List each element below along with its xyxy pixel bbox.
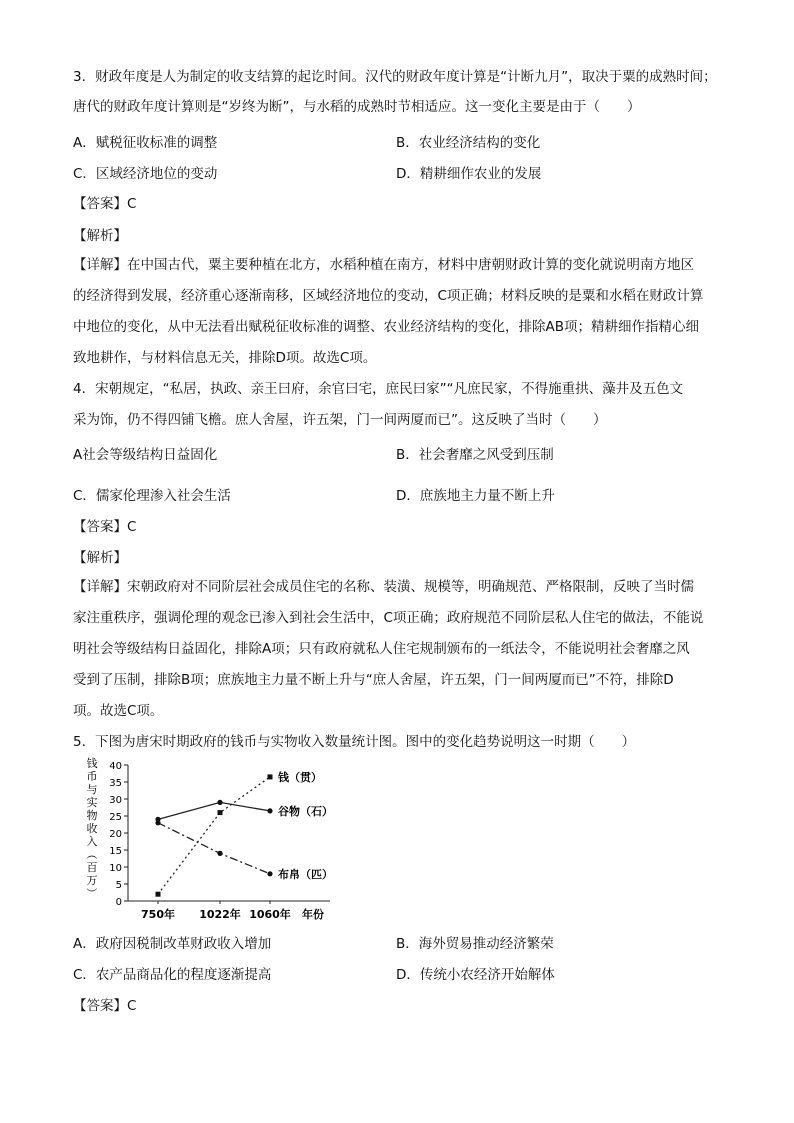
- chart-series-line: [158, 802, 270, 819]
- q4-detail-line-1: 【详解】宋朝政府对不同阶层社会成员住宅的名称、装潢、规模等，明确规范、严格限制，反映了当时儒: [73, 579, 694, 595]
- chart-x-tick-label: 1022年: [199, 908, 241, 921]
- chart-y-tick-label: 25: [109, 812, 122, 823]
- chart-ylabel-char: （: [85, 848, 98, 860]
- q4-option-d: D．庶族地主力量不断上升: [396, 488, 555, 504]
- q3-option-b: B．农业经济结构的变化: [396, 135, 541, 151]
- q3-detail-line-2: 的经济得到发展，经济重心逐渐南移，区域经济地位的变动，C项正确；材料反映的是粟和水稻在财政计算: [73, 288, 704, 304]
- chart-x-ticks: [141, 901, 324, 921]
- q5-line-chart: [80, 755, 380, 925]
- chart-x-tick-label: 1060年: [249, 908, 291, 921]
- chart-ylabel-char: 入: [86, 835, 98, 848]
- q3-detail-line-3: 中地位的变化，从中无法看出赋税征收标准的调整、农业经济结构的变化，排除AB项；精耕细作指精心细: [73, 319, 699, 335]
- chart-ylabel-char: 钱: [86, 757, 98, 770]
- chart-point: [267, 871, 272, 876]
- q3-stem-line-2: 唐代的财政年度计算则是“岁终为断”，与水稻的成熟时节相适应。这一变化主要是由于（ ）: [73, 99, 641, 115]
- q4-stem-line-2: 采为饰，仍不得四铺飞檐。庶人舍屋，许五架，门一间两厦而已”。这反映了当时（ ）: [73, 412, 607, 428]
- q3-option-a: A．赋税征收标准的调整: [73, 135, 218, 151]
- chart-x-axis-label: 年份: [302, 908, 324, 921]
- chart-y-tick-label: 40: [109, 761, 122, 772]
- q4-detail-line-4: 受到了压制，排除B项；庶族地主力量不断上升与“庶人舍屋，许五架，门一间两厦而已”不符，排除D: [73, 672, 674, 688]
- chart-y-tick-label: 5: [115, 880, 122, 891]
- chart-y-tick-label: 20: [109, 829, 122, 840]
- chart-series-line: [158, 777, 270, 894]
- chart-y-tick-label: 30: [109, 795, 122, 806]
- q3-analysis-label: 【解析】: [73, 228, 127, 244]
- q5-option-a: A．政府因税制改革财政收入增加: [73, 936, 272, 952]
- chart-point: [156, 892, 161, 897]
- q5-stem: 5．下图为唐宋时期政府的钱币与实物收入数量统计图。图中的变化趋势说明这一时期（ ）: [73, 734, 636, 750]
- chart-ylabel-char: 币: [86, 770, 98, 783]
- q3-stem-line-1: 3．财政年度是人为制定的收支结算的起讫时间。汉代的财政年度计算是“计断九月”，取决于粟的成熟时间；: [73, 69, 717, 85]
- q4-option-b: B．社会奢靡之风受到压制: [396, 447, 554, 463]
- q4-detail-line-5: 项。故选C项。: [73, 703, 164, 719]
- q3-option-d: D．精耕细作农业的发展: [396, 166, 542, 182]
- chart-point: [267, 808, 272, 813]
- q4-detail-line-3: 明社会等级结构日益固化，排除A项；只有政府就私人住宅规制颁布的一纸法令，不能说明社会奢靡之风: [73, 641, 690, 657]
- chart-y-tick-label: 15: [109, 846, 122, 857]
- q5-option-b: B．海外贸易推动经济繁荣: [396, 936, 554, 952]
- chart-point: [268, 774, 273, 779]
- q5-option-c: C．农产品商品化的程度逐渐提高: [73, 967, 272, 983]
- chart-y-tick-label: 0: [115, 897, 122, 908]
- q4-answer: 【答案】C: [73, 519, 137, 535]
- q3-detail-line-4: 致地耕作，与材料信息无关，排除D项。故选C项。: [73, 350, 377, 366]
- chart-point: [217, 851, 222, 856]
- chart-ylabel-char: 万: [86, 874, 98, 887]
- q4-option-a: A社会等级结构日益固化: [73, 447, 218, 463]
- chart-ylabel-char: ）: [85, 887, 98, 899]
- chart-series-label: 钱（贯）: [278, 770, 322, 784]
- chart-y-ticks: [109, 761, 128, 908]
- q4-analysis-label: 【解析】: [73, 550, 127, 566]
- q3-option-c: C．区域经济地位的变动: [73, 166, 218, 182]
- chart-point: [218, 810, 223, 815]
- q3-answer: 【答案】C: [73, 196, 137, 212]
- q5-answer: 【答案】C: [73, 998, 137, 1014]
- chart-series-line: [158, 823, 270, 874]
- q3-detail-line-1: 【详解】在中国古代，粟主要种植在北方，水稻种植在南方，材料中唐朝财政计算的变化就说明南方地区: [73, 257, 694, 273]
- chart-point: [217, 800, 222, 805]
- q4-option-c: C．儒家伦理渗入社会生活: [73, 488, 231, 504]
- chart-y-axis-label: [85, 756, 98, 899]
- chart-point: [155, 820, 160, 825]
- chart-x-tick-label: 750年: [141, 908, 175, 921]
- chart-ylabel-char: 与: [86, 783, 98, 796]
- chart-ylabel-char: 实: [86, 796, 98, 809]
- chart-y-tick-label: 10: [109, 863, 122, 874]
- q5-option-d: D．传统小农经济开始解体: [396, 967, 555, 983]
- chart-series: [155, 770, 333, 897]
- q4-detail-line-2: 家注重秩序，强调伦理的观念已渗入到社会生活中，C项正确；政府规范不同阶层私人住宅的做法，不能说: [73, 610, 704, 626]
- chart-series-label: 谷物（石）: [278, 804, 333, 818]
- chart-ylabel-char: 百: [86, 861, 98, 874]
- chart-ylabel-char: 收: [86, 822, 98, 835]
- chart-ylabel-char: 物: [86, 809, 98, 822]
- chart-series-label: 布帛（匹）: [278, 867, 333, 881]
- chart-y-tick-label: 35: [109, 778, 122, 789]
- q4-stem-line-1: 4．宋朝规定，“私居，执政、亲王曰府，余官曰宅，庶民曰家”“凡庶民家，不得施重拱、藻井及五色文: [73, 381, 684, 397]
